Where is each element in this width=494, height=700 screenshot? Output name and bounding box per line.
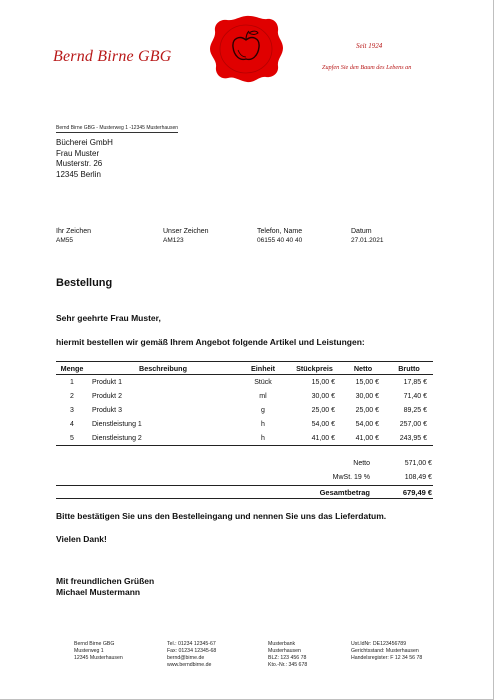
- cell-net: 25,00 €: [355, 406, 379, 414]
- table-row: [56, 389, 433, 403]
- cell-gross: 17,85 €: [403, 378, 427, 386]
- recipient-line: Musterstr. 26: [56, 159, 103, 168]
- cell-unit-price: 30,00 €: [311, 392, 335, 400]
- cell-net: 41,00 €: [341, 431, 385, 446]
- cell-unit: ml: [259, 392, 267, 400]
- ref-value-our-reference: AM123: [163, 237, 184, 244]
- ref-value-date: 27.01.2021: [351, 237, 384, 244]
- closing-signature: [56, 576, 154, 598]
- company-motto: Zupfen Sie den Baum des Lebens an: [322, 64, 412, 71]
- cell-unit-price: 41,00 €: [288, 431, 341, 446]
- table-row: [56, 431, 433, 446]
- ref-value-phone: 06155 40 40 40: [257, 237, 303, 244]
- ref-value-your-reference: AM55: [56, 237, 73, 244]
- totals-bottom-rule: [56, 498, 433, 499]
- cell-quantity: 3: [70, 406, 74, 414]
- footer-bank: [268, 641, 307, 669]
- cell-description: Produkt 2: [92, 392, 122, 400]
- sender-return-address: Bernd Birne GBG - Musterweg 1 -12345 Musterhausen: [56, 125, 179, 131]
- cell-unit-price: 15,00 €: [311, 378, 335, 386]
- footer-contact: [167, 641, 216, 669]
- column-header-net: Netto: [341, 362, 385, 375]
- company-name: Bernd Birne GBG: [53, 48, 172, 65]
- vat-row: [250, 474, 432, 481]
- cell-quantity: 4: [70, 420, 74, 428]
- cell-net: 54,00 €: [355, 420, 379, 428]
- footer-line: Musterweg 1: [74, 648, 104, 654]
- column-header-description: Beschreibung: [88, 362, 238, 375]
- cell-quantity: 1: [70, 378, 74, 386]
- footer-line: Fax: 01234 12345-68: [167, 648, 217, 654]
- table-row: [56, 417, 433, 431]
- letter-subject: Bestellung: [56, 277, 113, 289]
- thanks-text: Vielen Dank!: [56, 534, 107, 544]
- vat-label: MwSt. 19 %: [332, 474, 370, 481]
- cell-description: Produkt 3: [92, 406, 122, 414]
- cell-gross: 257,00 €: [399, 420, 427, 428]
- cell-unit: Stück: [254, 378, 272, 386]
- footer-line: bernd@birne.de: [167, 655, 205, 661]
- cell-quantity: 5: [56, 431, 88, 446]
- intro-text: hiermit bestellen wir gemäß Ihrem Angebot folgende Artikel und Leistungen:: [56, 337, 365, 347]
- cell-unit: h: [261, 420, 265, 428]
- ref-label-date: Datum: [351, 228, 372, 235]
- cell-gross: 71,40 €: [403, 392, 427, 400]
- footer-line: Gerichtsstand: Musterhausen: [351, 648, 419, 654]
- signer-name: Michael Mustermann: [56, 587, 141, 597]
- cell-unit-price: 54,00 €: [311, 420, 335, 428]
- net-total-label: Netto: [353, 460, 370, 467]
- footer-line: BLZ: 123 456 78: [268, 655, 307, 661]
- cell-net: 15,00 €: [355, 378, 379, 386]
- net-total-row: [250, 460, 432, 467]
- table-header-row: [56, 362, 433, 375]
- cell-unit: h: [238, 431, 288, 446]
- footer-line: Tel.: 01234 12345-67: [167, 641, 216, 647]
- cell-gross: 89,25 €: [403, 406, 427, 414]
- cell-description: Dienstleistung 2: [88, 431, 238, 446]
- column-header-gross: Brutto: [385, 362, 433, 375]
- cell-unit: g: [261, 406, 265, 414]
- ref-label-phone: Telefon, Name: [257, 228, 303, 235]
- cell-net: 30,00 €: [355, 392, 379, 400]
- apple-icon: [207, 14, 285, 84]
- cell-quantity: 2: [70, 392, 74, 400]
- footer-line: Ust.IdNr: DE123456789: [351, 641, 407, 647]
- order-items-table: [56, 361, 433, 446]
- table-row: [56, 375, 433, 390]
- net-total-value: 571,00 €: [404, 460, 432, 467]
- cell-description: Produkt 1: [92, 378, 122, 386]
- vat-value: 108,49 €: [404, 474, 432, 481]
- grand-total-label: Gesamtbetrag: [319, 488, 370, 497]
- footer-address: [74, 641, 123, 662]
- totals-divider: [56, 485, 433, 486]
- salutation: Sehr geehrte Frau Muster,: [56, 313, 161, 323]
- footer-line: www.berndbirne.de: [167, 662, 212, 668]
- ref-label-our-reference: Unser Zeichen: [163, 228, 209, 235]
- footer-line: Handelsregister: F 12 34 56 78: [351, 655, 423, 661]
- since-year: Seit 1924: [356, 42, 383, 50]
- footer-line: Musterhausen: [268, 648, 301, 654]
- recipient-line: 12345 Berlin: [56, 169, 101, 179]
- column-header-unit: Einheit: [238, 362, 288, 375]
- recipient-line: Frau Muster: [56, 148, 100, 158]
- footer-line: Kto.-Nr.: 345 678: [268, 662, 308, 668]
- grand-total-row: [250, 488, 432, 497]
- cell-description: Dienstleistung 1: [92, 420, 142, 428]
- column-header-quantity: Menge: [56, 362, 88, 375]
- footer-line: 12345 Musterhausen: [74, 655, 123, 661]
- footer-line: Musterbank: [268, 641, 296, 647]
- ref-label-your-reference: Ihr Zeichen: [56, 228, 92, 235]
- confirmation-request: Bitte bestätigen Sie uns den Bestelleingang und nennen Sie uns das Lieferdatum.: [56, 511, 387, 521]
- grand-total-value: 679,49 €: [402, 488, 433, 497]
- footer-line: Bernd Birne GBG: [74, 641, 115, 647]
- recipient-line: Bücherei GmbH: [56, 138, 113, 147]
- column-header-unit-price: Stückpreis: [288, 362, 341, 375]
- cell-unit-price: 25,00 €: [311, 406, 335, 414]
- closing-line: Mit freundlichen Grüßen: [56, 576, 155, 586]
- footer-legal: [351, 641, 422, 662]
- cell-gross: 243,95 €: [385, 431, 433, 446]
- table-row: [56, 403, 433, 417]
- recipient-address: [56, 138, 113, 180]
